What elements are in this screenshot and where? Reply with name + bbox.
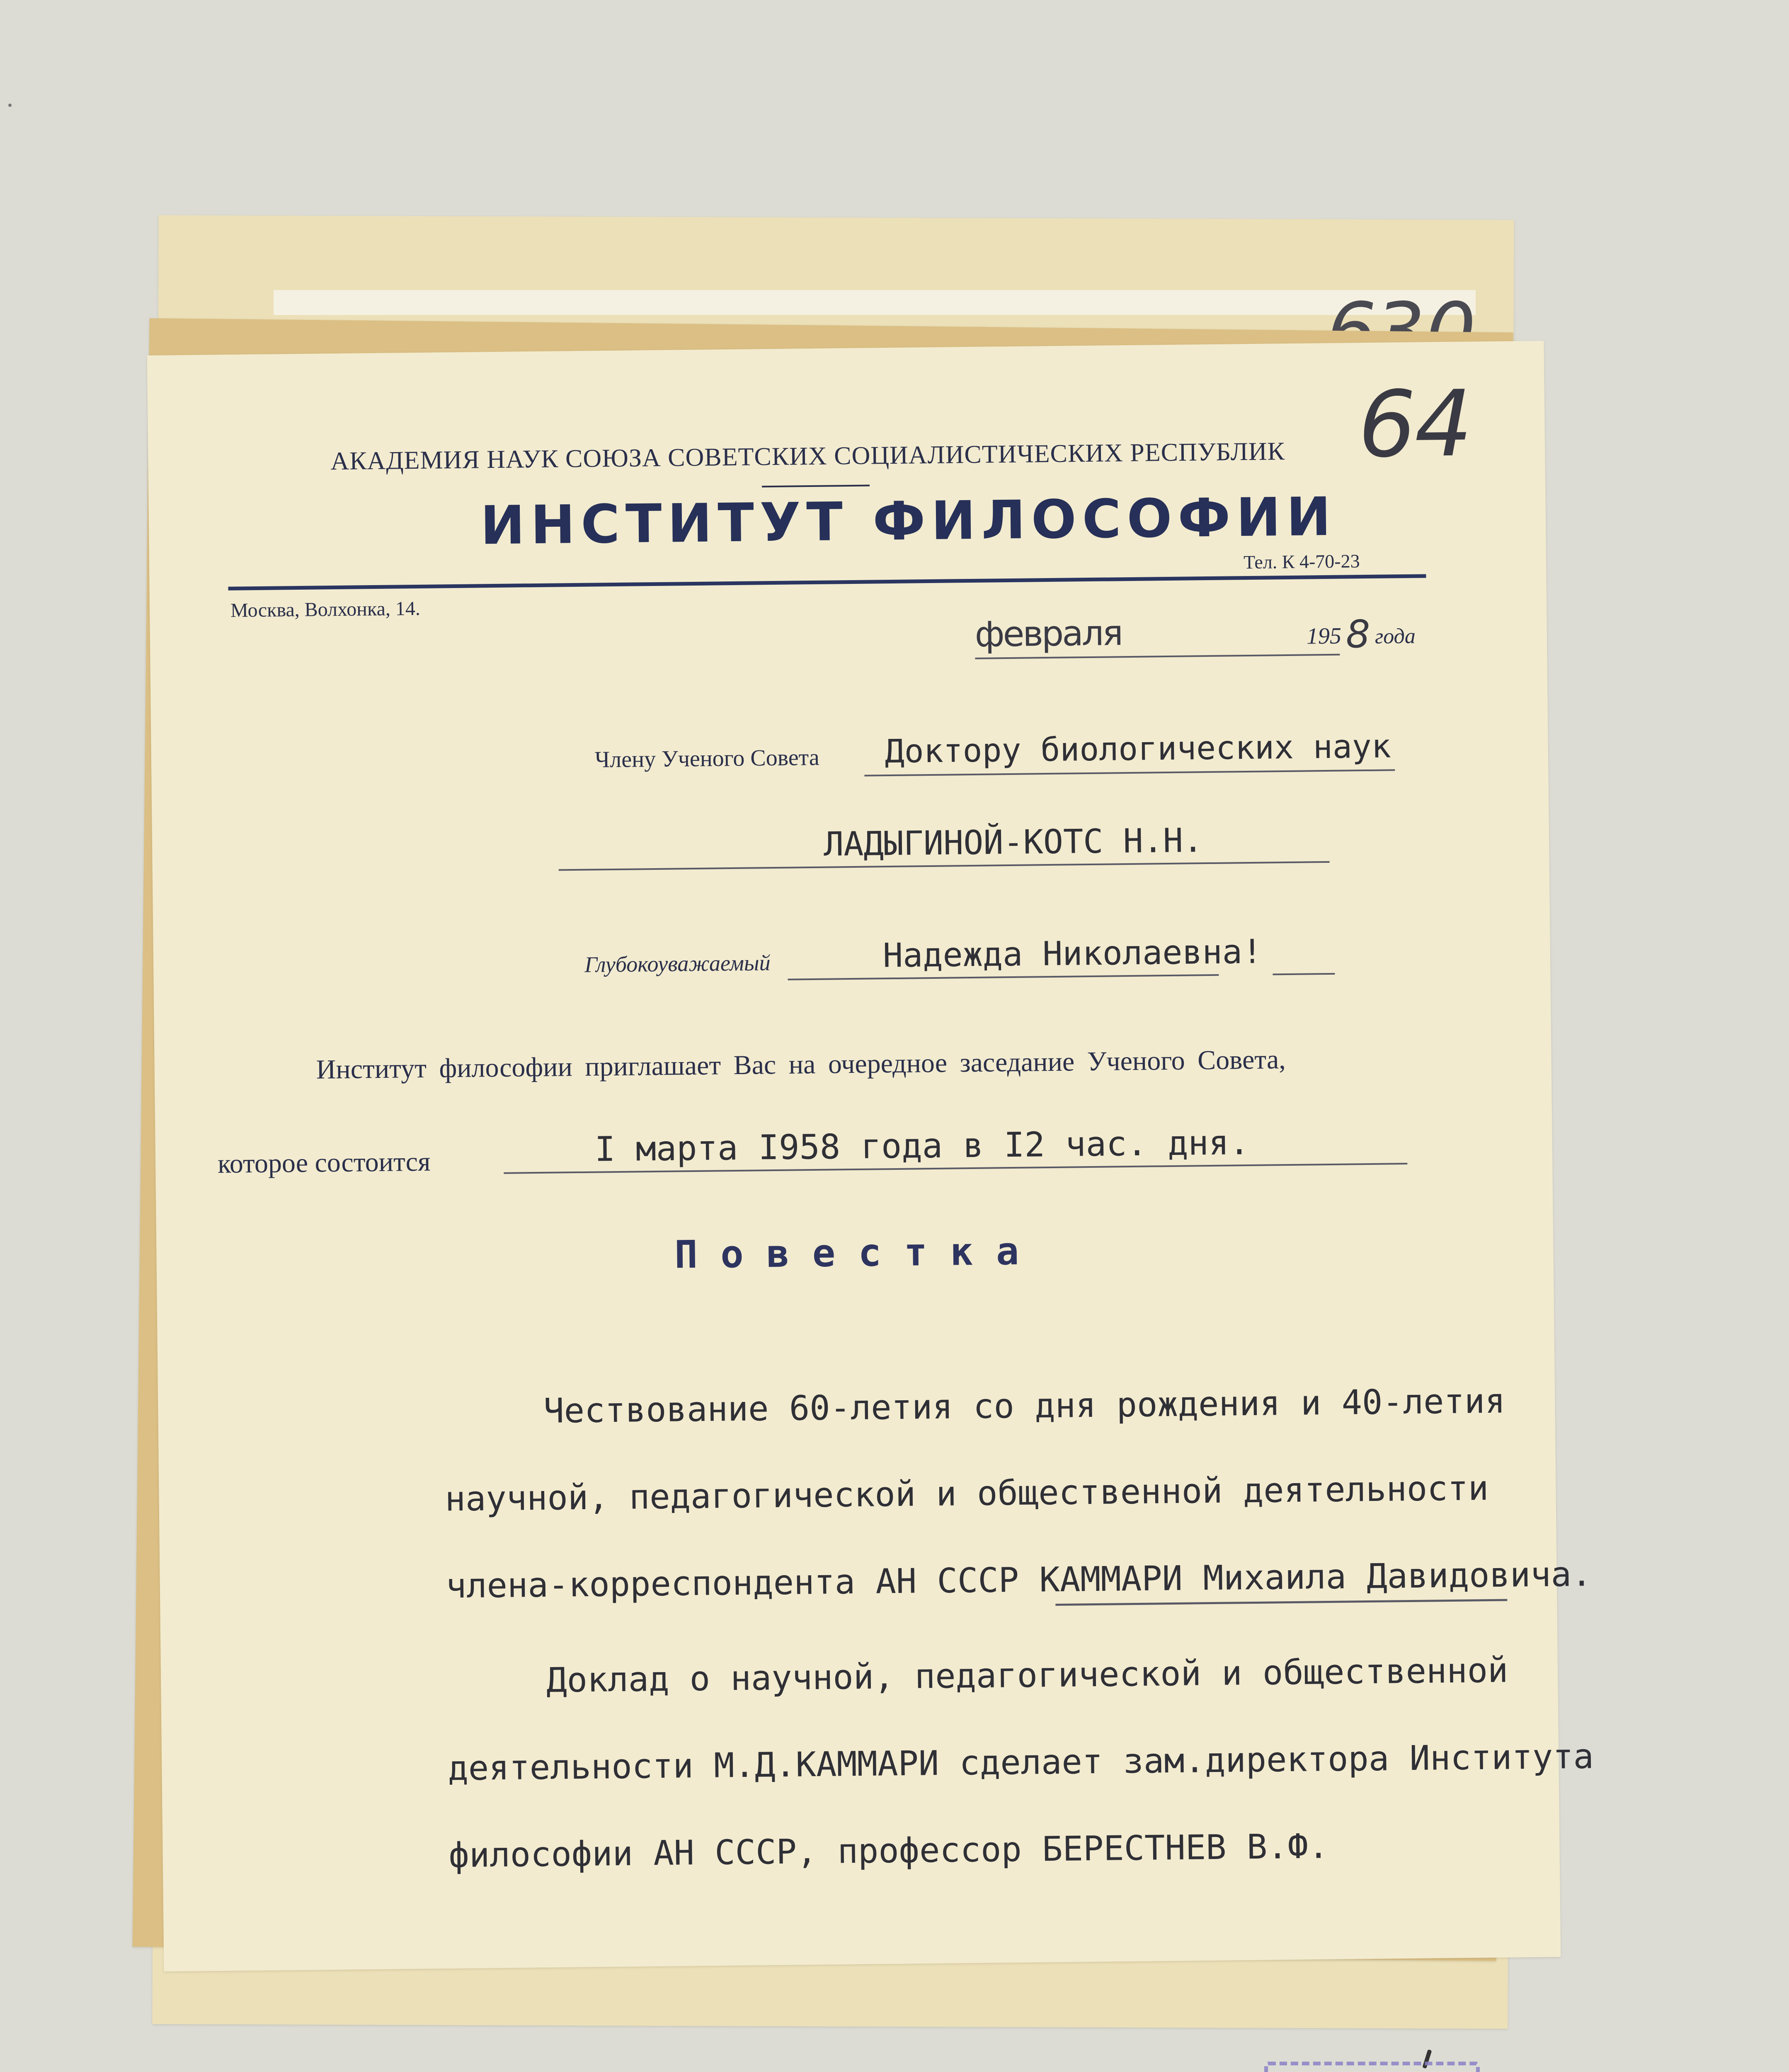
folio-number-front: 64	[1358, 370, 1471, 478]
recipient-title-line	[864, 769, 1395, 776]
salutation-name: Надежда Николаевна!	[882, 932, 1263, 975]
meeting-datetime: I марта I958 года в I2 час. дня.	[594, 1123, 1250, 1169]
archive-stamp	[1264, 2062, 1480, 2072]
academy-header: АКАДЕМИЯ НАУК СОЮЗА СОВЕТСКИХ СОЦИАЛИСТИЧЕСКИХ РЕСПУБЛИК	[330, 437, 1285, 476]
agenda-line: Чествование 60-летия со дня рождения и 40-летия	[543, 1381, 1506, 1431]
honoree-underline	[1055, 1599, 1507, 1606]
salutation-label: Глубокоуважаемый	[584, 950, 771, 977]
recipient-name-line	[559, 861, 1330, 871]
date-year-digit: 8	[1345, 612, 1369, 657]
phone-number: Тел. К 4-70-23	[1243, 550, 1360, 573]
letter-sheet	[147, 341, 1594, 1971]
agenda-line: Доклад о научной, педагогической и общественной	[546, 1651, 1508, 1700]
agenda-line: члена-корреспондента АН СССР КАММАРИ Михаила Давидовича.	[446, 1554, 1592, 1606]
address: Москва, Волхонка, 14.	[230, 597, 421, 622]
salutation-line-end	[1273, 973, 1335, 975]
scan-speck	[8, 104, 12, 107]
meeting-when-label: которое состоится	[217, 1146, 431, 1179]
agenda-line: философии АН СССР, профессор БЕРЕСТНЕВ В.Ф.	[448, 1827, 1329, 1876]
date-year-suffix: года	[1374, 624, 1416, 649]
agenda-heading: П о в е с т к а	[674, 1229, 1019, 1277]
agenda-line: научной, педагогической и общественной деятельности	[445, 1469, 1489, 1519]
date-month: февраля	[974, 612, 1122, 655]
date-year-prefix: 195	[1306, 623, 1342, 649]
recipient-label: Члену Ученого Совета	[594, 744, 819, 773]
institute-title: ИНСТИТУТ ФИЛОСОФИИ	[480, 486, 1337, 557]
letterhead-rule	[228, 574, 1426, 590]
invitation-text: Институт философии приглашает Вас на очередное заседание Ученого Совета,	[316, 1044, 1286, 1085]
recipient-name: ЛАДЫГИНОЙ-КОТС Н.Н.	[823, 821, 1203, 864]
agenda-line: деятельности М.Д.КАММАРИ сделает зам.директора Института	[447, 1737, 1594, 1789]
back-sheet-strip	[274, 290, 1476, 315]
header-divider	[762, 485, 870, 488]
salutation-line	[788, 974, 1219, 980]
date-fill-line	[975, 654, 1340, 659]
recipient-title: Доктору биологических наук	[885, 728, 1391, 771]
